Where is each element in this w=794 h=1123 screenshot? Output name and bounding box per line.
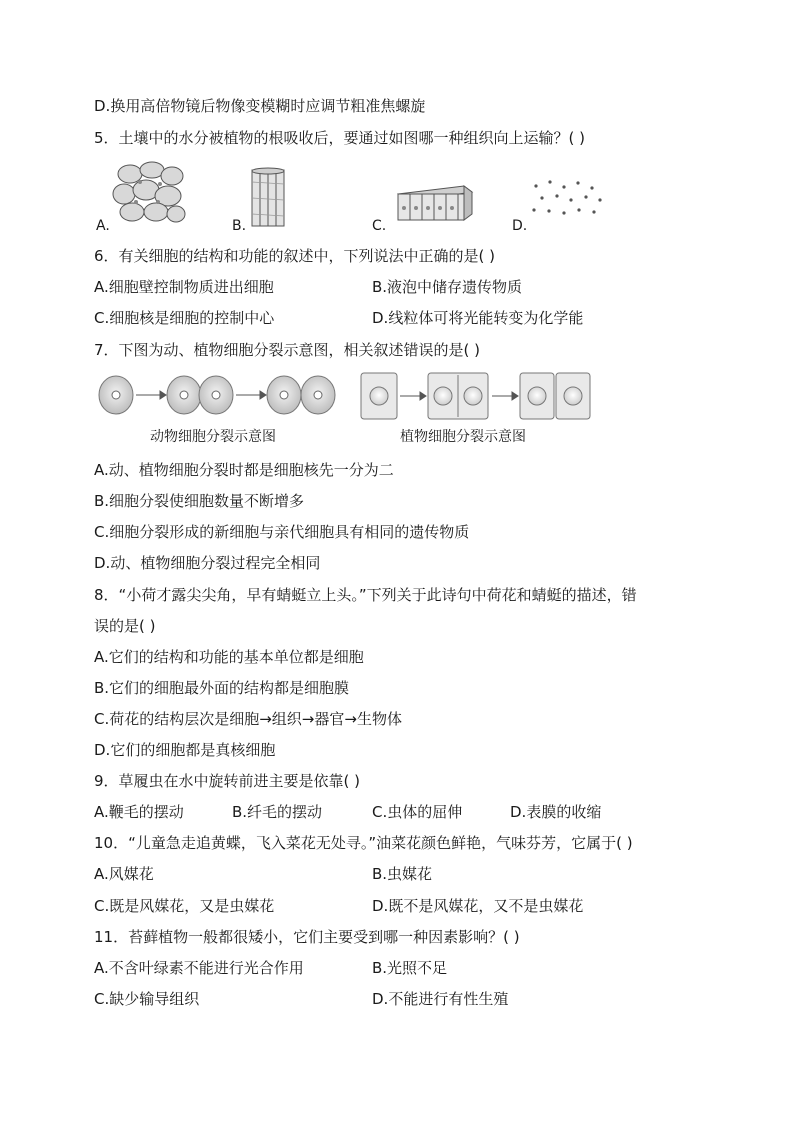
q10-option-d: D.既不是风媒花，又不是虫媒花 (372, 897, 584, 915)
q10-option-b: B.虫媒花 (372, 865, 433, 883)
q10-option-a: A.风媒花 (94, 865, 154, 883)
q5-label-d: D. (512, 218, 528, 234)
q6-option-d: D.线粒体可将光能转变为化学能 (372, 309, 584, 327)
q7-plant-cell-division-figure (360, 372, 592, 422)
q5-image-c-epidermis (388, 180, 474, 226)
q7-caption-animal: 动物细胞分裂示意图 (150, 429, 276, 445)
q9-option-a: A.鞭毛的摆动 (94, 803, 184, 821)
q6-option-c: C.细胞核是细胞的控制中心 (94, 309, 275, 327)
q8-option-d: D.它们的细胞都是真核细胞 (94, 741, 276, 759)
q8-option-b: B.它们的细胞最外面的结构都是细胞膜 (94, 679, 350, 697)
q11-option-d: D.不能进行有性生殖 (372, 990, 509, 1008)
q6-option-a: A.细胞壁控制物质进出细胞 (94, 278, 274, 296)
q11-option-b: B.光照不足 (372, 959, 448, 977)
q11-stem: 11．苔藓植物一般都很矮小，它们主要受到哪一种因素影响？( ) (94, 928, 520, 946)
q5-image-b-vessel (248, 168, 290, 228)
q7-animal-cell-division-figure (98, 372, 338, 418)
q8-option-c: C.荷花的结构层次是细胞→组织→器官→生物体 (94, 710, 402, 728)
q5-image-d-scattered-cells (530, 178, 606, 222)
q9-stem: 9．草履虫在水中旋转前进主要是依靠( ) (94, 772, 361, 790)
q7-option-d: D.动、植物细胞分裂过程完全相同 (94, 554, 321, 572)
q4-option-d: D.换用高倍物镜后物像变模糊时应调节粗准焦螺旋 (94, 97, 426, 115)
q5-label-a: A. (96, 218, 110, 234)
q11-option-c: C.缺少输导组织 (94, 990, 200, 1008)
q11-option-a: A.不含叶绿素不能进行光合作用 (94, 959, 304, 977)
q7-stem: 7．下图为动、植物细胞分裂示意图，相关叙述错误的是( ) (94, 341, 481, 359)
q9-option-d: D.表膜的收缩 (510, 803, 602, 821)
q5-label-b: B. (232, 218, 247, 234)
q6-option-b: B.液泡中储存遗传物质 (372, 278, 523, 296)
q9-option-c: C.虫体的屈伸 (372, 803, 463, 821)
q7-option-b: B.细胞分裂使细胞数量不断增多 (94, 492, 305, 510)
q7-option-a: A.动、植物细胞分裂时都是细胞核先一分为二 (94, 461, 394, 479)
q10-option-c: C.既是风媒花，又是虫媒花 (94, 897, 275, 915)
q7-option-c: C.细胞分裂形成的新细胞与亲代细胞具有相同的遗传物质 (94, 523, 470, 541)
q8-stem-line1: 8．“小荷才露尖尖角，早有蜻蜓立上头。”下列关于此诗句中荷花和蜻蜓的描述，错 (94, 586, 637, 604)
q5-image-a-parenchyma (110, 160, 190, 226)
q7-caption-plant: 植物细胞分裂示意图 (400, 429, 526, 445)
q6-stem: 6．有关细胞的结构和功能的叙述中，下列说法中正确的是( ) (94, 247, 496, 265)
q9-option-b: B.纤毛的摆动 (232, 803, 323, 821)
q8-option-a: A.它们的结构和功能的基本单位都是细胞 (94, 648, 364, 666)
q10-stem: 10．“儿童急走追黄蝶，飞入菜花无处寻。”油菜花颜色鲜艳，气味芬芳，它属于( ) (94, 834, 633, 852)
q5-label-c: C. (372, 218, 387, 234)
q8-stem-line2: 误的是( ) (94, 617, 156, 635)
q5-stem: 5．土壤中的水分被植物的根吸收后，要通过如图哪一种组织向上运输？( ) (94, 129, 586, 147)
